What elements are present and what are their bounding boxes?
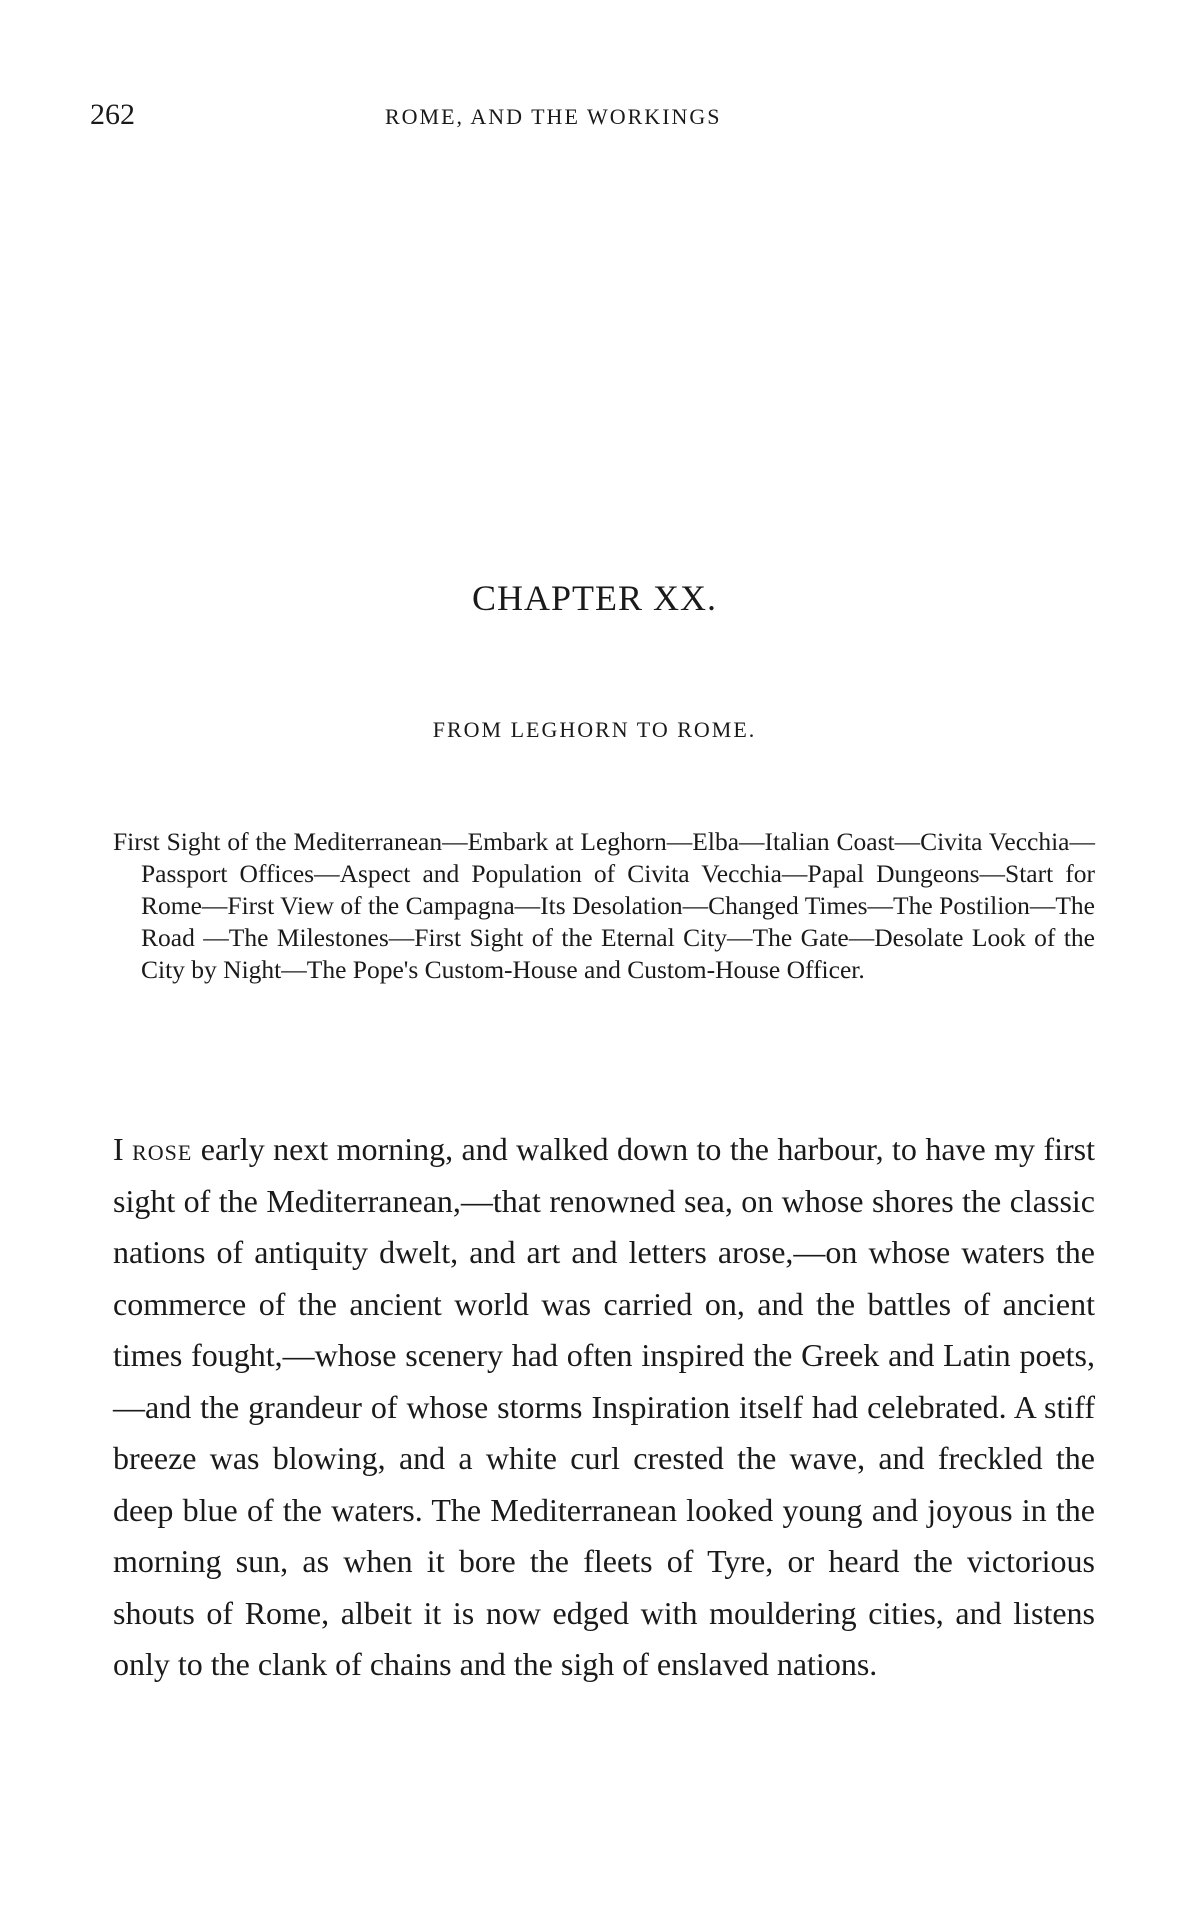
page-number: 262 (90, 98, 135, 131)
body-paragraph (113, 1124, 1095, 1691)
paragraph-lead-smallcaps: rose (132, 1131, 193, 1167)
chapter-synopsis: First Sight of the Mediterranean—Embark at Leghorn—Elba—Italian Coast—Civita Vecchia—Passport Offices—Aspect and Population of Civita Vecchia—Papal Dungeons—Start for Rome—First View of the Campagna—Its Desolation—Changed Times—The Postilion—The Road —The Milestones—First Sight of the Eternal City—The Gate—Desolate Look of the City by Night—The Pope's Custom-House and Custom-House Officer. (113, 827, 1095, 984)
running-head (90, 98, 1100, 138)
running-title: ROME, AND THE WORKINGS (385, 104, 722, 129)
chapter-subtitle: FROM LEGHORN TO ROME. (432, 717, 757, 742)
chapter-title: CHAPTER XX. (471, 578, 718, 618)
paragraph-text: early next morning, and walked down to the harbour, to have my first sight of the Mediterranean,—that renowned sea, on whose shores the classic nations of antiquity dwelt, and art and letters arose,—on whose waters the commerce of the ancient world was carried on, and the battles of ancient times fought,—whose scenery had often inspired the Greek and Latin poets,—and the grandeur of whose storms Inspiration itself had celebrated. A stiff breeze was blowing, and a white curl crested the wave, and freckled the deep blue of the waters. The Mediterranean looked young and joyous in the morning sun, as when it bore the fleets of Tyre, or heard the victorious shouts of Rome, albeit it is now edged with mouldering cities, and listens only to the clank of chains and the sigh of enslaved nations. (113, 1131, 1096, 1682)
paragraph-initial: I (113, 1131, 124, 1167)
